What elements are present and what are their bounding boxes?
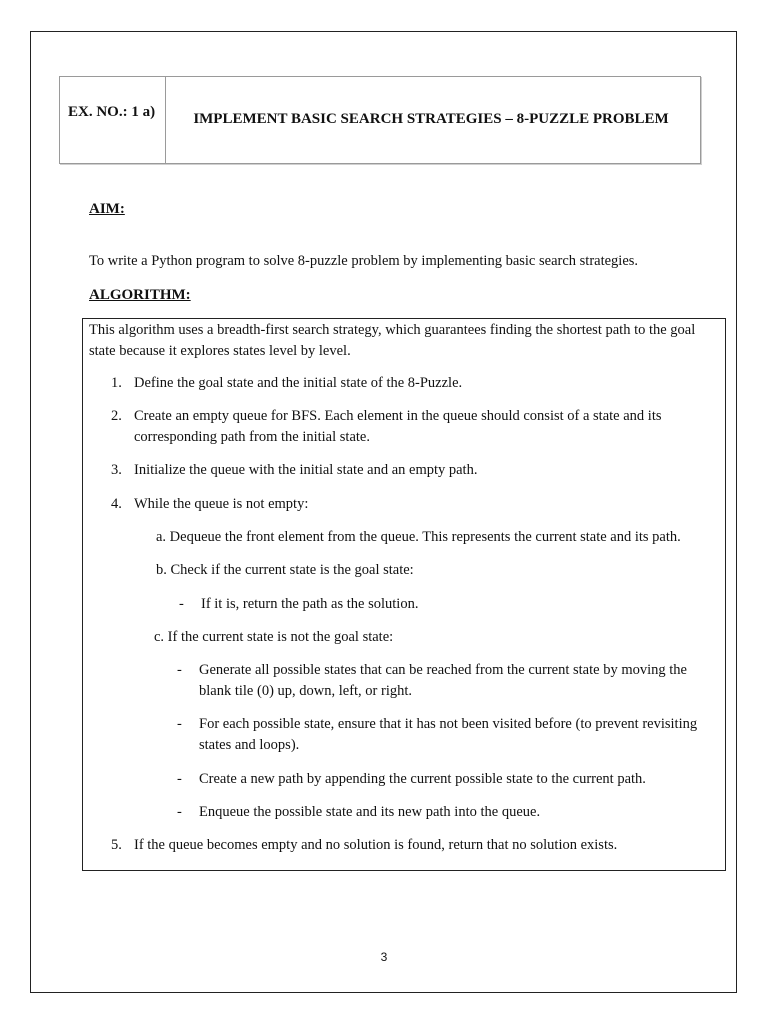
exercise-number: EX. NO.: 1 a) bbox=[60, 77, 166, 163]
exercise-title: IMPLEMENT BASIC SEARCH STRATEGIES – 8-PUZZLE PROBLEM bbox=[193, 111, 669, 127]
header-table bbox=[59, 76, 701, 164]
step-1 bbox=[111, 373, 701, 394]
step-4 bbox=[111, 494, 701, 515]
bullet-text: For each possible state, ensure that it has not been visited before (to prevent revisiting states and loops). bbox=[199, 716, 698, 753]
step-text: Initialize the queue with the initial state and an empty path. bbox=[134, 462, 478, 478]
step-text: While the queue is not empty: bbox=[134, 496, 309, 512]
step-number: 5. bbox=[111, 837, 122, 853]
bullet-c-2 bbox=[177, 714, 717, 756]
step-2 bbox=[111, 406, 701, 448]
bullet-text: Create a new path by appending the current possible state to the current path. bbox=[199, 771, 646, 787]
step-number: 3. bbox=[111, 462, 122, 478]
step-3 bbox=[111, 460, 701, 481]
step-text: If the queue becomes empty and no solution is found, return that no solution exists. bbox=[134, 837, 618, 853]
substep-c: c. If the current state is not the goal state: bbox=[154, 629, 394, 645]
step-5 bbox=[111, 835, 701, 856]
algorithm-box bbox=[82, 318, 726, 871]
bullet-c-3 bbox=[177, 769, 717, 790]
bullet-text: Generate all possible states that can be reached from the current state by moving the blank tile (0) up, down, left, or right. bbox=[199, 662, 687, 699]
bullet-c-1 bbox=[177, 660, 717, 702]
dash-marker: - bbox=[179, 596, 184, 612]
page-number: 3 bbox=[380, 950, 388, 964]
step-number: 2. bbox=[111, 408, 122, 424]
step-text: Define the goal state and the initial state of the 8-Puzzle. bbox=[134, 375, 463, 391]
dash-marker: - bbox=[177, 716, 182, 732]
bullet-c-4 bbox=[177, 802, 717, 823]
substep-b: b. Check if the current state is the goal state: bbox=[156, 562, 414, 578]
algorithm-intro: This algorithm uses a breadth-first search strategy, which guarantees finding the shortest path to the goal state because it explores states level by level. bbox=[89, 322, 696, 359]
algorithm-heading: ALGORITHM: bbox=[89, 287, 191, 303]
dash-marker: - bbox=[177, 662, 182, 678]
substep-a: a. Dequeue the front element from the queue. This represents the current state and its path. bbox=[156, 529, 681, 545]
step-number: 4. bbox=[111, 496, 122, 512]
bullet-b-1 bbox=[179, 594, 719, 615]
aim-heading: AIM: bbox=[89, 201, 125, 217]
aim-text: To write a Python program to solve 8-puzzle problem by implementing basic search strategies. bbox=[89, 253, 639, 269]
step-text: Create an empty queue for BFS. Each element in the queue should consist of a state and its corresponding path from the initial state. bbox=[134, 408, 662, 445]
bullet-text: Enqueue the possible state and its new path into the queue. bbox=[199, 804, 541, 820]
dash-marker: - bbox=[177, 771, 182, 787]
dash-marker: - bbox=[177, 804, 182, 820]
step-number: 1. bbox=[111, 375, 122, 391]
bullet-text: If it is, return the path as the solution. bbox=[201, 596, 419, 612]
